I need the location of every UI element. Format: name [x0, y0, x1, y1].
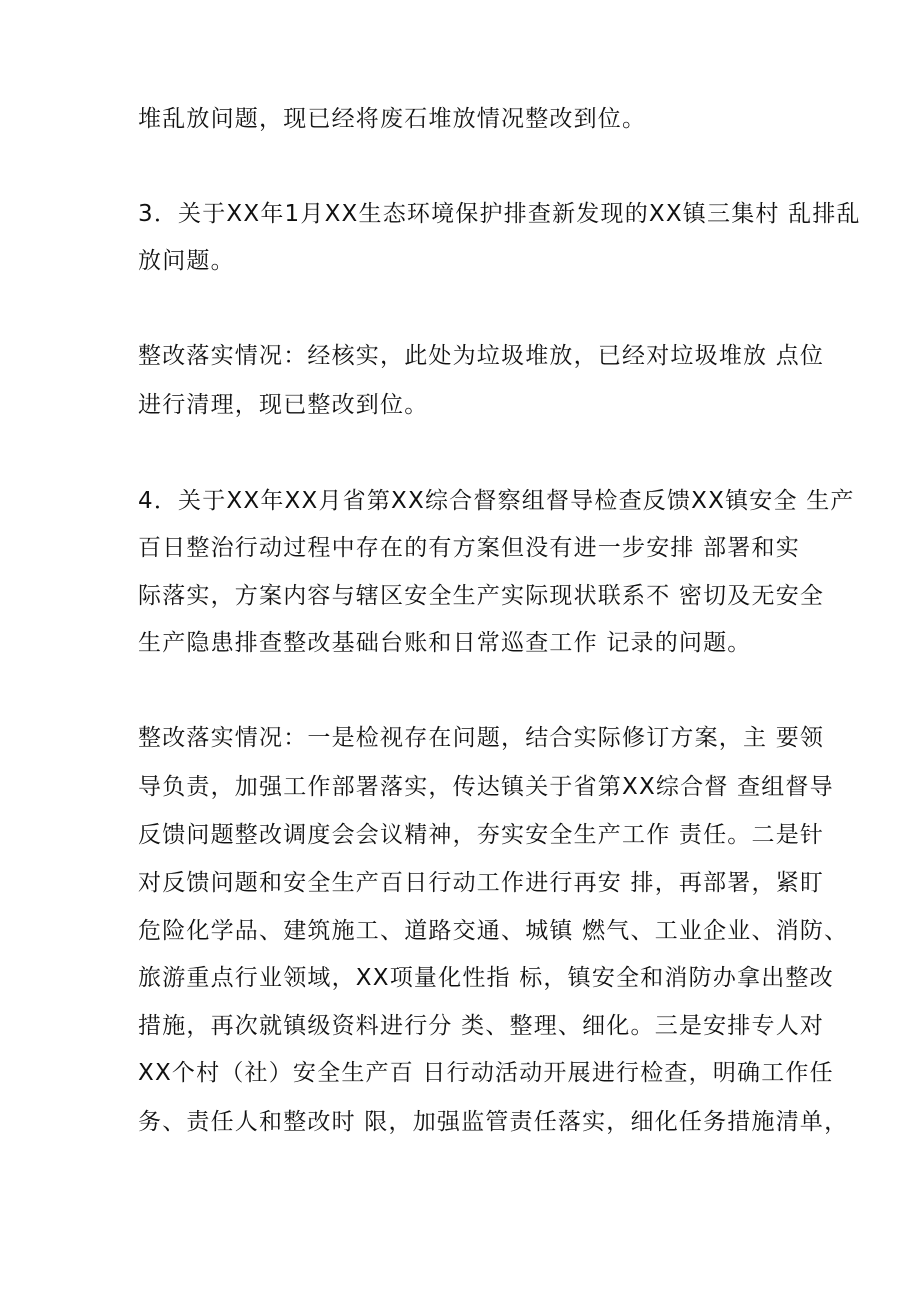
text-line: 生产隐患排查整改基础台账和日常巡查工作 记录的问题。: [138, 630, 752, 656]
text-line: 旅游重点行业领域，XX项量化性指 标，镇安全和消防办拿出整改: [138, 965, 834, 991]
text-line: XX个村（社）安全生产百 日行动活动开展进行检查，明确工作任: [138, 1060, 834, 1086]
text-line: 反馈问题整改调度会会议精神，夯实安全生产工作 责任。二是针: [138, 822, 825, 848]
text-line: 危险化学品、建筑施工、道路交通、城镇 燃气、工业企业、消防、: [138, 918, 849, 944]
item-4-heading-line: 4．关于XX年XX月省第XX综合督察组督导检查反馈XX镇安全 生产: [138, 488, 855, 514]
text-line: 务、责任人和整改时 限，加强监管责任落实，细化任务措施清单，: [138, 1109, 849, 1135]
text-line: 导负责，加强工作部署落实，传达镇关于省第XX综合督 查组督导: [138, 774, 834, 800]
text-line: 堆乱放问题，现已经将废石堆放情况整改到位。: [138, 106, 647, 132]
text-line: 对反馈问题和安全生产百日行动工作进行再安 排，再部署，紧盯: [138, 870, 825, 896]
text-line: 整改落实情况：经核实，此处为垃圾堆放，已经对垃圾堆放 点位: [138, 343, 825, 369]
text-line: 整改落实情况：一是检视存在问题，结合实际修订方案，主 要领: [138, 725, 825, 751]
item-3-heading-line: 3．关于XX年1月XX生态环境保护排查新发现的XX镇三集村 乱排乱: [138, 201, 861, 227]
text-line: 放问题。: [138, 248, 235, 274]
text-line: 进行清理，现已整改到位。: [138, 392, 429, 418]
text-line: 措施，再次就镇级资料进行分 类、整理、细化。三是安排专人对: [138, 1013, 825, 1039]
text-line: 百日整治行动过程中存在的有方案但没有进一步安排 部署和实: [138, 535, 800, 561]
text-line: 际落实，方案内容与辖区安全生产实际现状联系不 密切及无安全: [138, 583, 825, 609]
